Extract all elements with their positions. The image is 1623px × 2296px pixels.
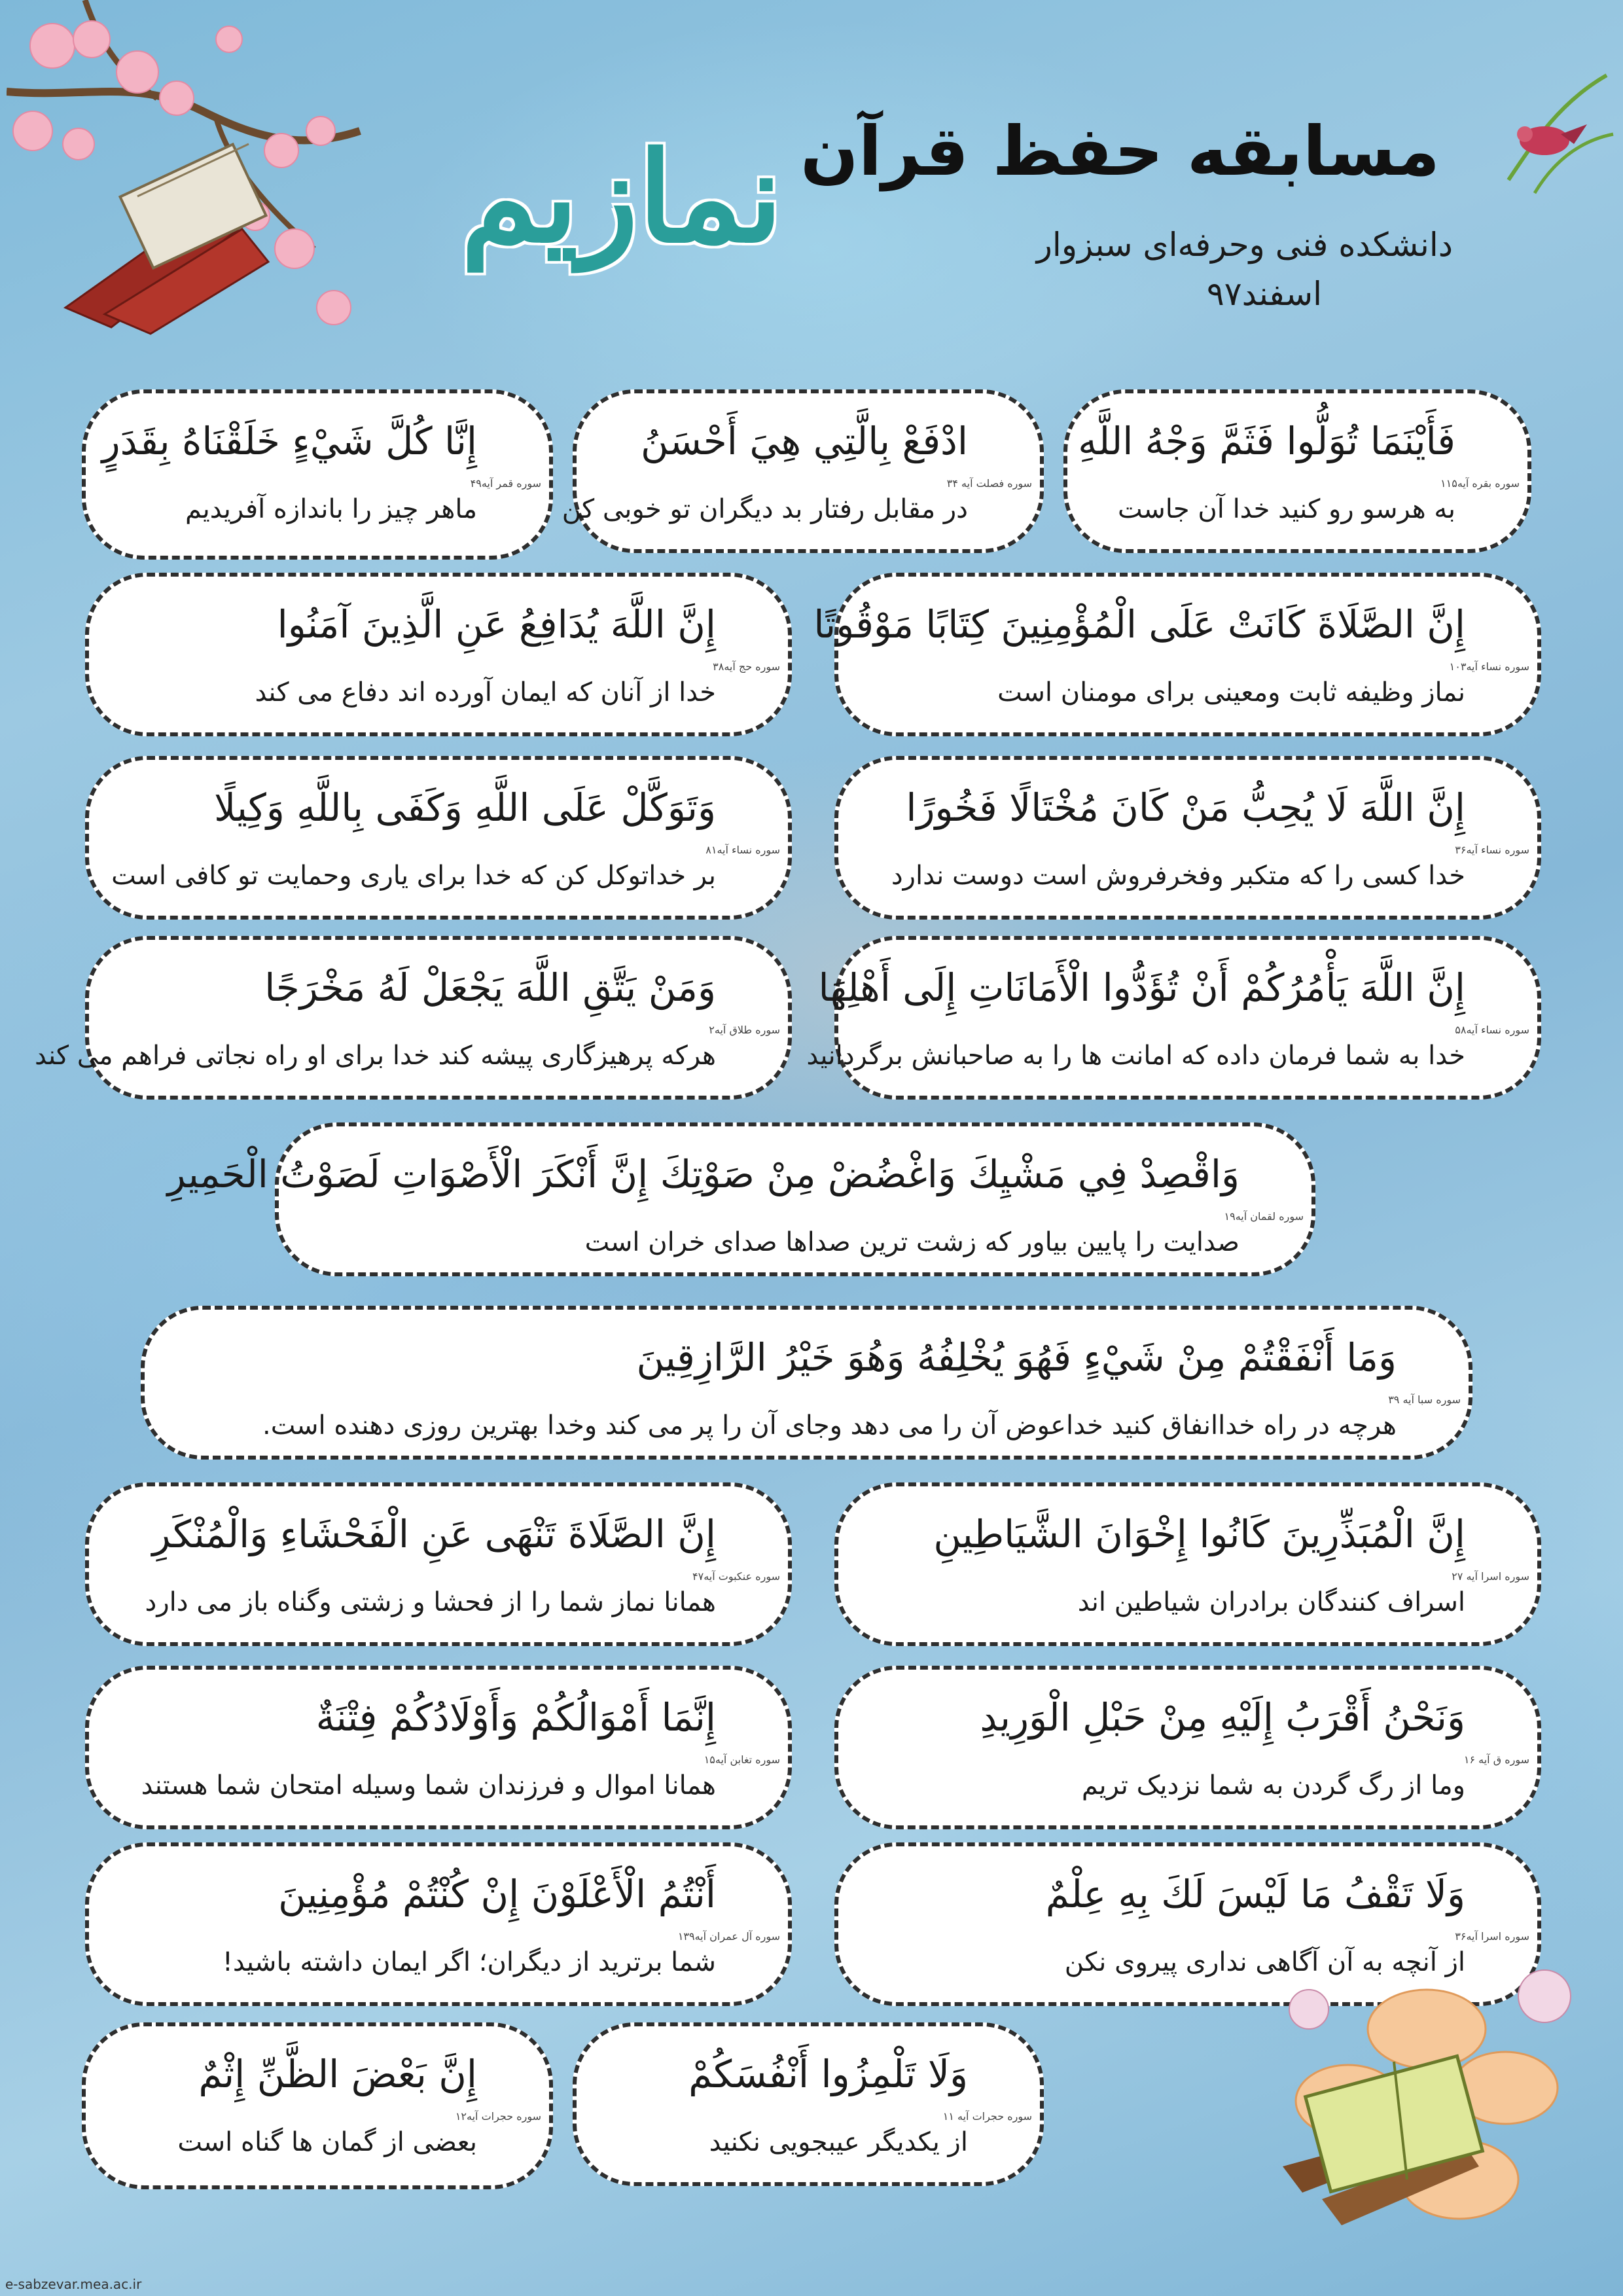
verse-card — [834, 756, 1541, 920]
verse-card — [85, 1842, 792, 2006]
verse-arabic: إِنَّمَا أَمْوَالُكُمْ وَأَوْلَادُكُمْ فِتْنَةٌ — [315, 1695, 716, 1740]
verse-reference: سوره حجرات آیه۱۲ — [455, 2110, 541, 2123]
verse-card — [85, 1482, 792, 1646]
verse-translation: از آنچه به آن آگاهی نداری پیروی نکن — [1064, 1947, 1465, 1977]
verse-reference: سوره نساء آیه۱۰۳ — [1449, 660, 1529, 673]
institution-name: دانشکده فنی وحرفه‌ای سبزوار — [1036, 226, 1453, 264]
verse-reference: سوره نساء آیه۸۱ — [705, 844, 780, 856]
verse-card — [82, 2022, 553, 2189]
verse-card — [141, 1306, 1472, 1460]
verse-arabic: وَتَوَكَّلْ عَلَى اللَّهِ وَكَفَى بِاللَّهِ وَكِيلًا — [214, 785, 716, 830]
verse-translation: بعضی از گمان ها گناه است — [177, 2127, 477, 2157]
namazim-logo — [452, 98, 792, 321]
verse-reference: سوره نساء آیه۵۸ — [1455, 1024, 1529, 1036]
verse-arabic: وَمَا أَنْفَقْتُمْ مِنْ شَيْءٍ فَهُوَ يُخْلِفُهُ وَهُوَ خَيْرُ الرَّازِقِينَ — [636, 1335, 1397, 1380]
verse-arabic: وَاقْصِدْ فِي مَشْيِكَ وَاغْضُضْ مِنْ صَوْتِكَ إِنَّ أَنْكَرَ الْأَصْوَاتِ لَصَوْتُ الْحَمِيرِ — [167, 1152, 1240, 1196]
verse-arabic: إِنَّ اللَّهَ لَا يُحِبُّ مَنْ كَانَ مُخْتَالًا فَخُورًا — [906, 785, 1465, 830]
verse-translation: به هرسو رو کنید خدا آن جاست — [1117, 494, 1455, 524]
verse-arabic: وَلَا تَقْفُ مَا لَيْسَ لَكَ بِهِ عِلْمٌ — [1045, 1872, 1465, 1916]
verse-translation: هرچه در راه خداانفاق کنید خداعوض آن را می دهد وجای آن را پر می کند وخدا بهترین روزی دهنده است. — [262, 1410, 1397, 1441]
verse-translation: خدا از آنان که ایمان آورده اند دفاع می کند — [255, 677, 716, 708]
verse-translation: وما از رگ گردن به شما نزدیک تریم — [1081, 1770, 1465, 1801]
verse-arabic: ادْفَعْ بِالَّتِي هِيَ أَحْسَنُ — [641, 419, 968, 463]
verse-card — [34, 936, 792, 1100]
verse-translation: خدا به شما فرمان داده که امانت ها را به صاحبانش برگردانید — [806, 1041, 1465, 1071]
verse-reference: سوره طلاق آیه۲ — [709, 1024, 780, 1036]
verse-card — [573, 2022, 1044, 2186]
verse-card — [85, 756, 792, 920]
verse-translation: اسراف کنندگان برادران شیاطین اند — [1077, 1587, 1465, 1617]
verse-card — [82, 389, 553, 560]
verse-card — [1063, 389, 1531, 553]
verse-card — [834, 1482, 1541, 1646]
verse-reference: سوره ق آیه ۱۶ — [1463, 1753, 1529, 1766]
verse-translation: همانا نماز شما را از فحشا و زشتی وگناه باز می دارد — [145, 1587, 716, 1617]
verse-translation: ماهر چیز را باندازه آفریدیم — [185, 494, 477, 524]
verse-translation: بر خداتوکل کن که خدا برای یاری وحمایت تو کافی است — [111, 861, 716, 891]
verse-translation: نماز وظیفه ثابت ومعینی برای مومنان است — [997, 677, 1465, 708]
verse-reference: سوره اسرا آیه۳۶ — [1455, 1930, 1529, 1943]
verse-reference: سوره حج آیه۳۸ — [713, 660, 780, 673]
verse-card — [85, 573, 792, 736]
page-title: مسابقه حفظ قرآن — [800, 111, 1440, 191]
verse-translation: خدا کسی را که متکبر وفخرفروش است دوست ندارد — [891, 861, 1465, 891]
verse-arabic: إِنَّ الْمُبَذِّرِينَ كَانُوا إِخْوَانَ الشَّيَاطِينِ — [933, 1512, 1465, 1556]
verse-translation: در مقابل رفتار بد دیگران تو خوبی کن — [562, 494, 968, 524]
verse-card — [562, 389, 1044, 553]
verse-arabic: إِنَّا كُلَّ شَيْءٍ خَلَقْنَاهُ بِقَدَرٍ — [101, 419, 477, 463]
verse-card — [806, 936, 1541, 1100]
flower-quran-icon — [1230, 1931, 1597, 2271]
verse-card — [85, 1666, 792, 1829]
verse-reference: سوره آل عمران آیه۱۳۹ — [677, 1930, 780, 1943]
verse-reference: سوره عنکبوت آیه۴۷ — [692, 1570, 780, 1583]
verse-arabic: إِنَّ اللَّهَ يُدَافِعُ عَنِ الَّذِينَ آمَنُوا — [277, 602, 716, 647]
verse-arabic: وَنَحْنُ أَقْرَبُ إِلَيْهِ مِنْ حَبْلِ الْوَرِيدِ — [980, 1695, 1465, 1740]
verse-reference: سوره بقره آیه۱۱۵ — [1440, 477, 1520, 490]
verse-translation: از یکدیگر عیبجویی نکنید — [709, 2127, 968, 2157]
verse-arabic: إِنَّ الصَّلَاةَ كَانَتْ عَلَى الْمُؤْمِنِينَ كِتَابًا مَوْقُوتًا — [813, 602, 1465, 647]
verse-arabic: إِنَّ الصَّلَاةَ تَنْهَى عَنِ الْفَحْشَاءِ وَالْمُنْكَرِ — [152, 1512, 716, 1556]
verse-arabic: وَلَا تَلْمِزُوا أَنْفُسَكُمْ — [688, 2052, 968, 2096]
verse-reference: سوره سبا آیه ۳۹ — [1388, 1393, 1461, 1406]
verse-translation: هرکه پرهیزگاری پیشه کند خدا برای او راه نجاتی فراهم می کند — [34, 1041, 716, 1071]
verse-reference: سوره نساء آیه۳۶ — [1455, 844, 1529, 856]
logo-text: نمازیم — [461, 124, 783, 270]
verse-card — [167, 1122, 1315, 1276]
verse-translation: صدایت را پایین بیاور که زشت ترین صداها صدای خران است — [584, 1227, 1240, 1257]
verse-reference: سوره لقمان آیه۱۹ — [1224, 1210, 1304, 1223]
verse-arabic: أَنْتُمُ الْأَعْلَوْنَ إِنْ كُنْتُمْ مُؤْمِنِينَ — [278, 1872, 716, 1916]
verse-arabic: إِنَّ بَعْضَ الظَّنِّ إِثْمٌ — [198, 2052, 477, 2096]
verse-reference: سوره فصلت آیه ۳۴ — [946, 477, 1032, 490]
blossom-branch-icon — [7, 0, 373, 340]
verse-reference: سوره اسرا آیه ۲۷ — [1452, 1570, 1529, 1583]
verse-reference: سوره تغابن آیه۱۵ — [704, 1753, 780, 1766]
verse-arabic: وَمَنْ يَتَّقِ اللَّهَ يَجْعَلْ لَهُ مَخْرَجًا — [264, 965, 716, 1010]
verse-translation: شما برترید از دیگران؛ اگر ایمان داشته باشید! — [222, 1947, 716, 1977]
verse-reference: سوره قمر آیه۴۹ — [470, 477, 541, 490]
bird-ornament-icon — [1495, 62, 1620, 200]
verse-translation: همانا اموال و فرزندان شما وسیله امتحان شما هستند — [141, 1770, 716, 1801]
verse-arabic: فَأَيْنَمَا تُوَلُّوا فَثَمَّ وَجْهُ اللَّهِ — [1078, 419, 1455, 463]
event-date: اسفند۹۷ — [1206, 275, 1322, 313]
verse-card — [813, 573, 1541, 736]
verse-card — [834, 1666, 1541, 1829]
verse-reference: سوره حجرات آیه ۱۱ — [942, 2110, 1032, 2123]
site-watermark: e-sabzevar.mea.ac.ir — [5, 2276, 142, 2292]
verse-arabic: إِنَّ اللَّهَ يَأْمُرُكُمْ أَنْ تُؤَدُّوا الْأَمَانَاتِ إِلَى أَهْلِهَا — [818, 965, 1465, 1010]
